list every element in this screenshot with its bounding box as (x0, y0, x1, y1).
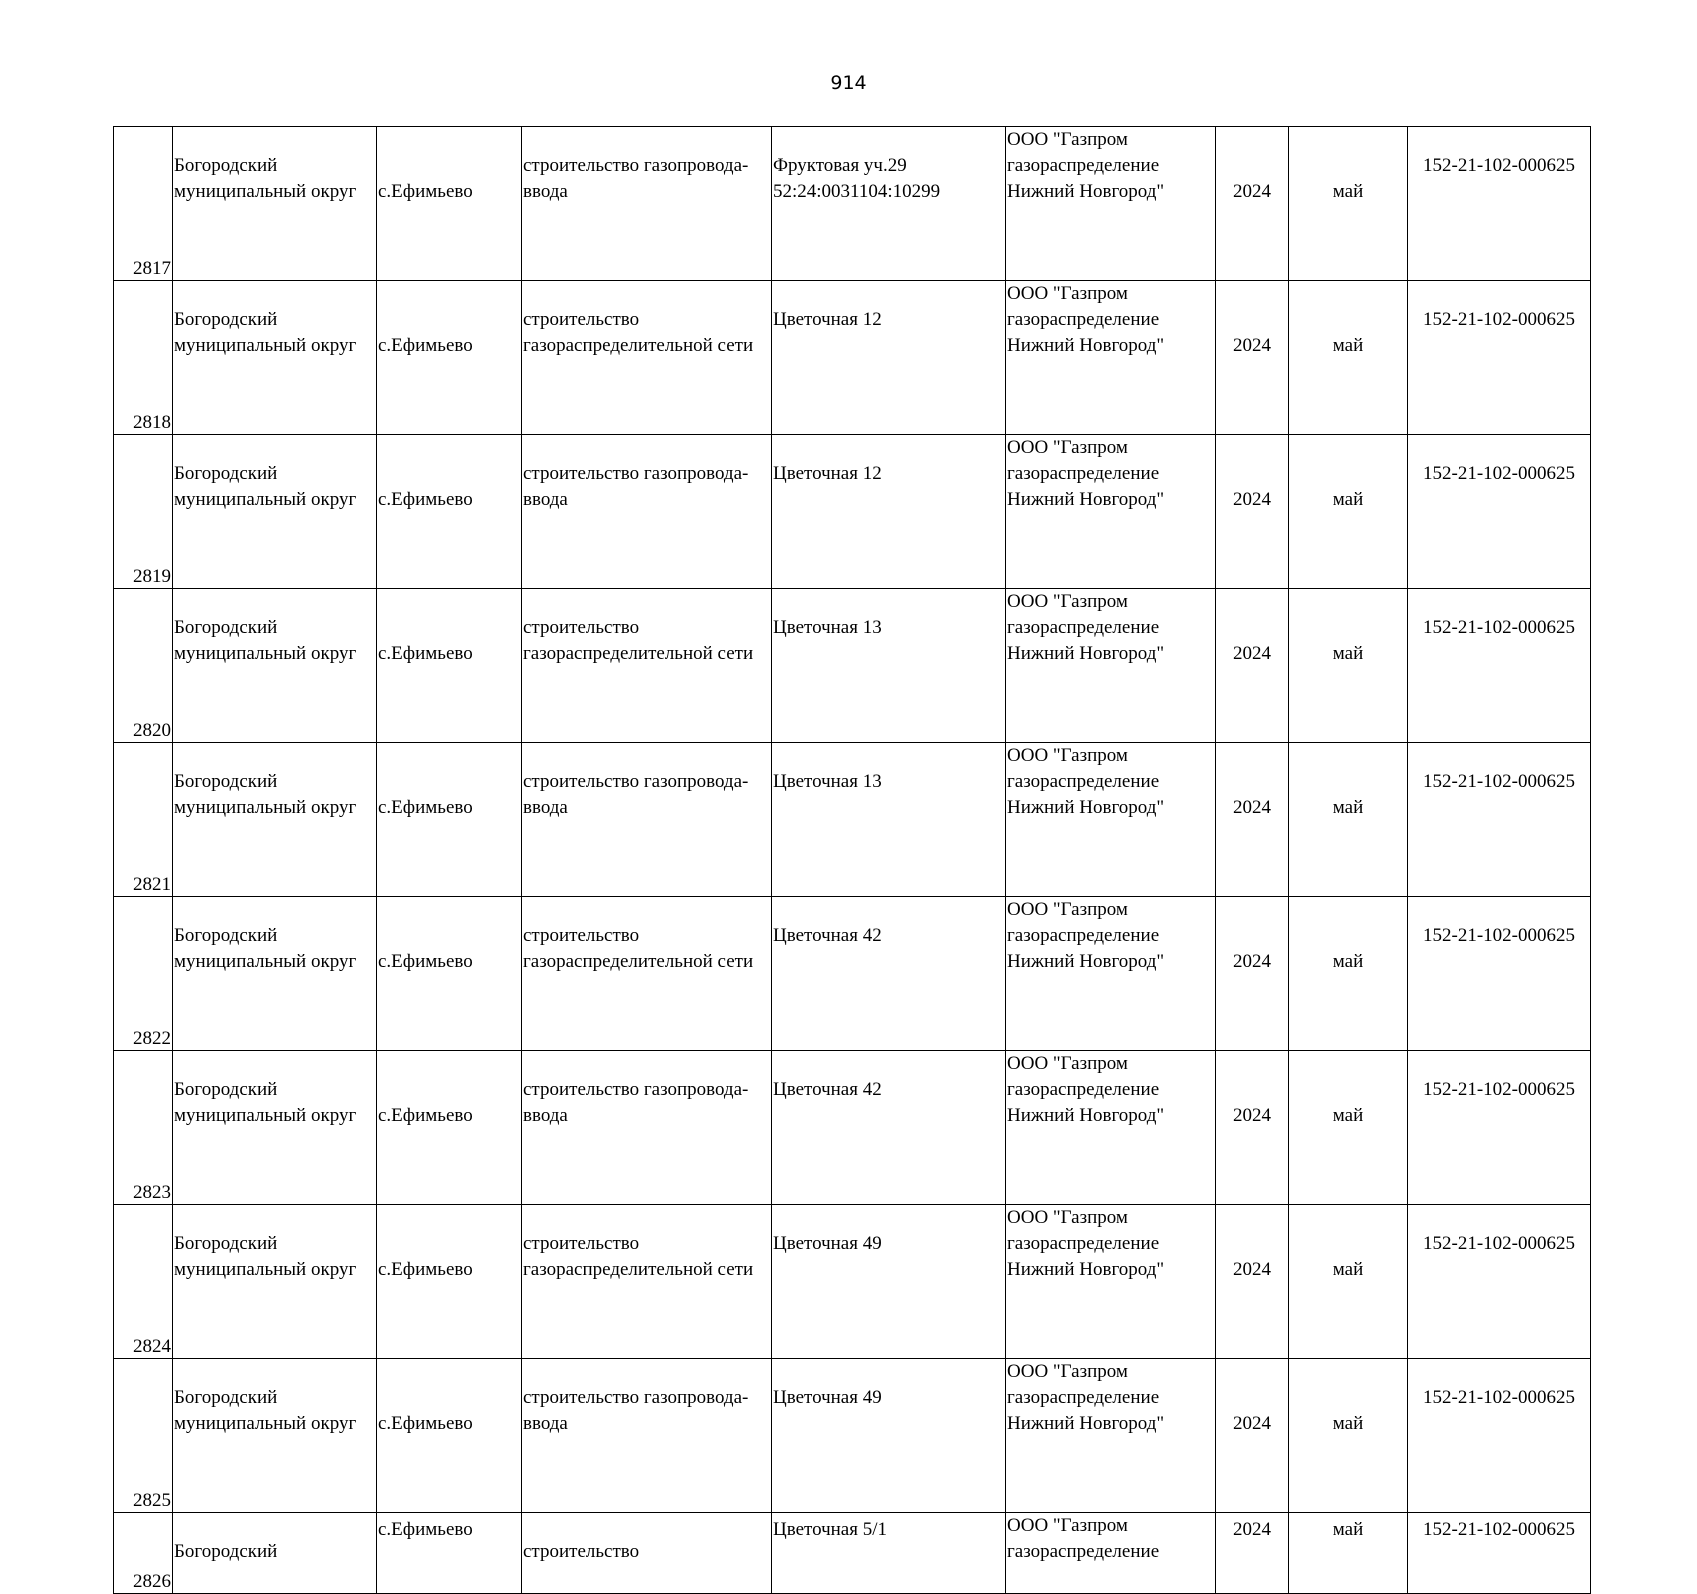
organization-cell (1006, 1513, 1216, 1594)
village-cell (377, 435, 522, 589)
year-cell-text: 2024 (1233, 1259, 1271, 1280)
work-type-cell-line: строительство газопровода- (523, 771, 749, 792)
work-type-cell-line: строительство газопровода- (523, 463, 749, 484)
municipality-cell-line: муниципальный округ (174, 797, 357, 818)
month-cell-text: май (1332, 797, 1364, 818)
year-cell (1216, 589, 1289, 743)
organization-cell-line: газораспределение (1007, 155, 1160, 176)
organization-cell-line: газораспределение (1007, 1387, 1160, 1408)
row-number-text: 2820 (133, 720, 171, 741)
row-number (114, 589, 173, 743)
table-row (114, 281, 1591, 435)
address-cell (772, 897, 1006, 1051)
code-cell (1408, 435, 1591, 589)
municipality-cell-text: Богородский (174, 1541, 278, 1562)
code-cell-text: 152-21-102-000625 (1423, 1387, 1575, 1408)
municipality-cell (173, 435, 377, 589)
code-cell (1408, 281, 1591, 435)
registry-table (113, 126, 1591, 1594)
organization-cell-line: ООО "Газпром (1007, 437, 1128, 458)
row-number (114, 281, 173, 435)
month-cell-text: май (1332, 335, 1364, 356)
address-cell-line: Цветочная 13 (773, 617, 882, 638)
organization-cell-line: Нижний Новгород" (1007, 797, 1165, 818)
village-cell-text: с.Ефимьево (378, 797, 473, 818)
year-cell (1216, 1205, 1289, 1359)
address-cell (772, 127, 1006, 281)
organization-cell-line: Нижний Новгород" (1007, 1413, 1165, 1434)
row-number-text: 2823 (133, 1182, 171, 1203)
address-cell (772, 1513, 1006, 1594)
year-cell (1216, 1359, 1289, 1513)
year-cell (1216, 281, 1289, 435)
municipality-cell-line: муниципальный округ (174, 181, 357, 202)
municipality-cell-line: Богородский (174, 617, 278, 638)
work-type-cell-line: строительство (523, 1233, 640, 1254)
work-type-cell (522, 589, 772, 743)
village-cell-text: с.Ефимьево (378, 1105, 473, 1126)
organization-cell-line: Нижний Новгород" (1007, 1105, 1165, 1126)
organization-cell-line: ООО "Газпром (1007, 283, 1128, 304)
organization-cell-line: Нижний Новгород" (1007, 951, 1165, 972)
row-number (114, 1051, 173, 1205)
village-cell (377, 1359, 522, 1513)
village-cell-text: с.Ефимьево (378, 181, 473, 202)
address-cell-line: Фруктовая уч.29 (773, 155, 907, 176)
municipality-cell-line: Богородский (174, 1079, 278, 1100)
row-number (114, 127, 173, 281)
municipality-cell (173, 743, 377, 897)
work-type-cell-line: ввода (523, 489, 568, 510)
work-type-cell (522, 1205, 772, 1359)
year-cell (1216, 1051, 1289, 1205)
month-cell (1289, 1513, 1408, 1594)
address-cell-line: Цветочная 12 (773, 309, 882, 330)
organization-cell-line: ООО "Газпром (1007, 1053, 1128, 1074)
organization-cell-line: Нижний Новгород" (1007, 1259, 1165, 1280)
municipality-cell-line: муниципальный округ (174, 951, 357, 972)
table-row (114, 743, 1591, 897)
month-cell-text: май (1332, 489, 1364, 510)
table-row (114, 1359, 1591, 1513)
year-cell-text: 2024 (1233, 181, 1271, 202)
work-type-cell-line: ввода (523, 1105, 568, 1126)
work-type-cell-line: строительство (523, 925, 640, 946)
code-cell (1408, 1051, 1591, 1205)
organization-cell-line: газораспределение (1007, 1233, 1160, 1254)
year-cell-text: 2024 (1233, 1519, 1271, 1540)
municipality-cell (173, 1513, 377, 1594)
municipality-cell-line: Богородский (174, 771, 278, 792)
month-cell-text: май (1332, 1519, 1364, 1540)
work-type-cell-text: строительство (523, 1541, 640, 1562)
organization-cell (1006, 435, 1216, 589)
table-row (114, 589, 1591, 743)
work-type-cell (522, 897, 772, 1051)
municipality-cell-line: муниципальный округ (174, 1105, 357, 1126)
work-type-cell (522, 743, 772, 897)
organization-cell-line: газораспределение (1007, 771, 1160, 792)
organization-cell (1006, 1051, 1216, 1205)
municipality-cell (173, 1205, 377, 1359)
code-cell-text: 152-21-102-000625 (1423, 1519, 1575, 1540)
year-cell-text: 2024 (1233, 1413, 1271, 1434)
village-cell-text: с.Ефимьево (378, 1413, 473, 1434)
table-row (114, 1205, 1591, 1359)
month-cell-text: май (1332, 181, 1364, 202)
village-cell-text: с.Ефимьево (378, 1519, 473, 1540)
municipality-cell-line: Богородский (174, 155, 278, 176)
village-cell (377, 127, 522, 281)
village-cell (377, 589, 522, 743)
row-number (114, 435, 173, 589)
month-cell (1289, 1205, 1408, 1359)
year-cell (1216, 743, 1289, 897)
year-cell (1216, 1513, 1289, 1594)
village-cell (377, 897, 522, 1051)
month-cell (1289, 1359, 1408, 1513)
municipality-cell (173, 897, 377, 1051)
work-type-cell-line: газораспределительной сети (523, 951, 754, 972)
row-number-text: 2818 (133, 412, 171, 433)
year-cell (1216, 127, 1289, 281)
row-number-text: 2822 (133, 1028, 171, 1049)
year-cell-text: 2024 (1233, 1105, 1271, 1126)
code-cell-text: 152-21-102-000625 (1423, 617, 1575, 638)
organization-cell-line: газораспределение (1007, 463, 1160, 484)
village-cell (377, 1051, 522, 1205)
code-cell (1408, 897, 1591, 1051)
month-cell (1289, 743, 1408, 897)
table-row (114, 435, 1591, 589)
address-cell-text: Цветочная 5/1 (773, 1519, 887, 1540)
address-cell (772, 1359, 1006, 1513)
village-cell-text: с.Ефимьево (378, 643, 473, 664)
registry-body (114, 127, 1591, 1594)
village-cell (377, 1205, 522, 1359)
year-cell (1216, 897, 1289, 1051)
address-cell-line: Цветочная 13 (773, 771, 882, 792)
row-number (114, 1513, 173, 1594)
code-cell (1408, 1359, 1591, 1513)
year-cell-text: 2024 (1233, 643, 1271, 664)
organization-cell-line: газораспределение (1007, 1541, 1160, 1562)
municipality-cell (173, 589, 377, 743)
row-number-text: 2817 (133, 258, 171, 279)
work-type-cell-line: строительство газопровода- (523, 155, 749, 176)
address-cell (772, 1051, 1006, 1205)
work-type-cell-line: ввода (523, 797, 568, 818)
organization-cell-line: ООО "Газпром (1007, 1207, 1128, 1228)
village-cell (377, 743, 522, 897)
month-cell (1289, 281, 1408, 435)
address-cell-line: Цветочная 42 (773, 925, 882, 946)
row-number-text: 2825 (133, 1490, 171, 1511)
municipality-cell-line: Богородский (174, 309, 278, 330)
month-cell (1289, 1051, 1408, 1205)
month-cell (1289, 897, 1408, 1051)
organization-cell-line: ООО "Газпром (1007, 1361, 1128, 1382)
organization-cell-line: Нижний Новгород" (1007, 489, 1165, 510)
code-cell-text: 152-21-102-000625 (1423, 1233, 1575, 1254)
organization-cell (1006, 897, 1216, 1051)
work-type-cell-line: строительство (523, 309, 640, 330)
organization-cell (1006, 1205, 1216, 1359)
month-cell-text: май (1332, 951, 1364, 972)
row-number (114, 897, 173, 1051)
village-cell-text: с.Ефимьево (378, 951, 473, 972)
code-cell-text: 152-21-102-000625 (1423, 1079, 1575, 1100)
month-cell-text: май (1332, 643, 1364, 664)
village-cell-text: с.Ефимьево (378, 335, 473, 356)
address-cell (772, 281, 1006, 435)
code-cell-text: 152-21-102-000625 (1423, 155, 1575, 176)
municipality-cell-line: муниципальный округ (174, 489, 357, 510)
work-type-cell-line: газораспределительной сети (523, 335, 754, 356)
month-cell (1289, 127, 1408, 281)
work-type-cell (522, 1051, 772, 1205)
month-cell-text: май (1332, 1413, 1364, 1434)
address-cell-line: Цветочная 42 (773, 1079, 882, 1100)
organization-cell (1006, 127, 1216, 281)
year-cell-text: 2024 (1233, 489, 1271, 510)
address-cell (772, 435, 1006, 589)
code-cell-text: 152-21-102-000625 (1423, 925, 1575, 946)
work-type-cell (522, 281, 772, 435)
village-cell-text: с.Ефимьево (378, 489, 473, 510)
municipality-cell-line: муниципальный округ (174, 1259, 357, 1280)
code-cell (1408, 1205, 1591, 1359)
row-number (114, 1205, 173, 1359)
row-number-text: 2824 (133, 1336, 171, 1357)
table-row (114, 897, 1591, 1051)
organization-cell (1006, 589, 1216, 743)
month-cell (1289, 589, 1408, 743)
work-type-cell (522, 435, 772, 589)
village-cell (377, 1513, 522, 1594)
municipality-cell-line: муниципальный округ (174, 643, 357, 664)
row-number (114, 743, 173, 897)
month-cell (1289, 435, 1408, 589)
work-type-cell-line: строительство газопровода- (523, 1387, 749, 1408)
municipality-cell (173, 1051, 377, 1205)
code-cell-text: 152-21-102-000625 (1423, 309, 1575, 330)
organization-cell-line: ООО "Газпром (1007, 745, 1128, 766)
code-cell (1408, 589, 1591, 743)
organization-cell-line: газораспределение (1007, 1079, 1160, 1100)
organization-cell-line: ООО "Газпром (1007, 591, 1128, 612)
organization-cell-line: газораспределение (1007, 925, 1160, 946)
work-type-cell-line: строительство (523, 617, 640, 638)
address-cell-line: Цветочная 12 (773, 463, 882, 484)
organization-cell-line: ООО "Газпром (1007, 129, 1128, 150)
month-cell-text: май (1332, 1105, 1364, 1126)
year-cell-text: 2024 (1233, 335, 1271, 356)
municipality-cell-line: Богородский (174, 1233, 278, 1254)
organization-cell-line: Нижний Новгород" (1007, 335, 1165, 356)
municipality-cell-line: муниципальный округ (174, 335, 357, 356)
municipality-cell-line: Богородский (174, 925, 278, 946)
year-cell-text: 2024 (1233, 951, 1271, 972)
organization-cell (1006, 743, 1216, 897)
organization-cell-line: Нижний Новгород" (1007, 643, 1165, 664)
work-type-cell (522, 1513, 772, 1594)
page-number: 914 (830, 72, 867, 94)
work-type-cell-line: ввода (523, 181, 568, 202)
organization-cell (1006, 281, 1216, 435)
organization-cell-line: газораспределение (1007, 309, 1160, 330)
municipality-cell (173, 281, 377, 435)
municipality-cell-line: Богородский (174, 463, 278, 484)
address-cell (772, 1205, 1006, 1359)
organization-cell-line: газораспределение (1007, 617, 1160, 638)
organization-cell-line: ООО "Газпром (1007, 899, 1128, 920)
municipality-cell (173, 127, 377, 281)
address-cell-line: Цветочная 49 (773, 1233, 882, 1254)
address-cell-line: 52:24:0031104:10299 (773, 181, 941, 202)
work-type-cell-line: ввода (523, 1413, 568, 1434)
work-type-cell (522, 1359, 772, 1513)
work-type-cell (522, 127, 772, 281)
work-type-cell-line: газораспределительной сети (523, 1259, 754, 1280)
row-number-text: 2819 (133, 566, 171, 587)
address-cell (772, 743, 1006, 897)
table-row (114, 1051, 1591, 1205)
row-number (114, 1359, 173, 1513)
year-cell-text: 2024 (1233, 797, 1271, 818)
month-cell-text: май (1332, 1259, 1364, 1280)
village-cell (377, 281, 522, 435)
code-cell (1408, 1513, 1591, 1594)
row-number-text: 2821 (133, 874, 171, 895)
organization-cell-line: Нижний Новгород" (1007, 181, 1165, 202)
organization-cell (1006, 1359, 1216, 1513)
organization-cell-line: ООО "Газпром (1007, 1515, 1128, 1536)
municipality-cell (173, 1359, 377, 1513)
code-cell (1408, 127, 1591, 281)
village-cell-text: с.Ефимьево (378, 1259, 473, 1280)
code-cell-text: 152-21-102-000625 (1423, 463, 1575, 484)
address-cell (772, 589, 1006, 743)
work-type-cell-line: газораспределительной сети (523, 643, 754, 664)
municipality-cell-line: Богородский (174, 1387, 278, 1408)
row-number-text: 2826 (133, 1571, 171, 1592)
work-type-cell-line: строительство газопровода- (523, 1079, 749, 1100)
code-cell (1408, 743, 1591, 897)
table-row (114, 1513, 1591, 1594)
code-cell-text: 152-21-102-000625 (1423, 771, 1575, 792)
table-row (114, 127, 1591, 281)
year-cell (1216, 435, 1289, 589)
municipality-cell-line: муниципальный округ (174, 1413, 357, 1434)
address-cell-line: Цветочная 49 (773, 1387, 882, 1408)
